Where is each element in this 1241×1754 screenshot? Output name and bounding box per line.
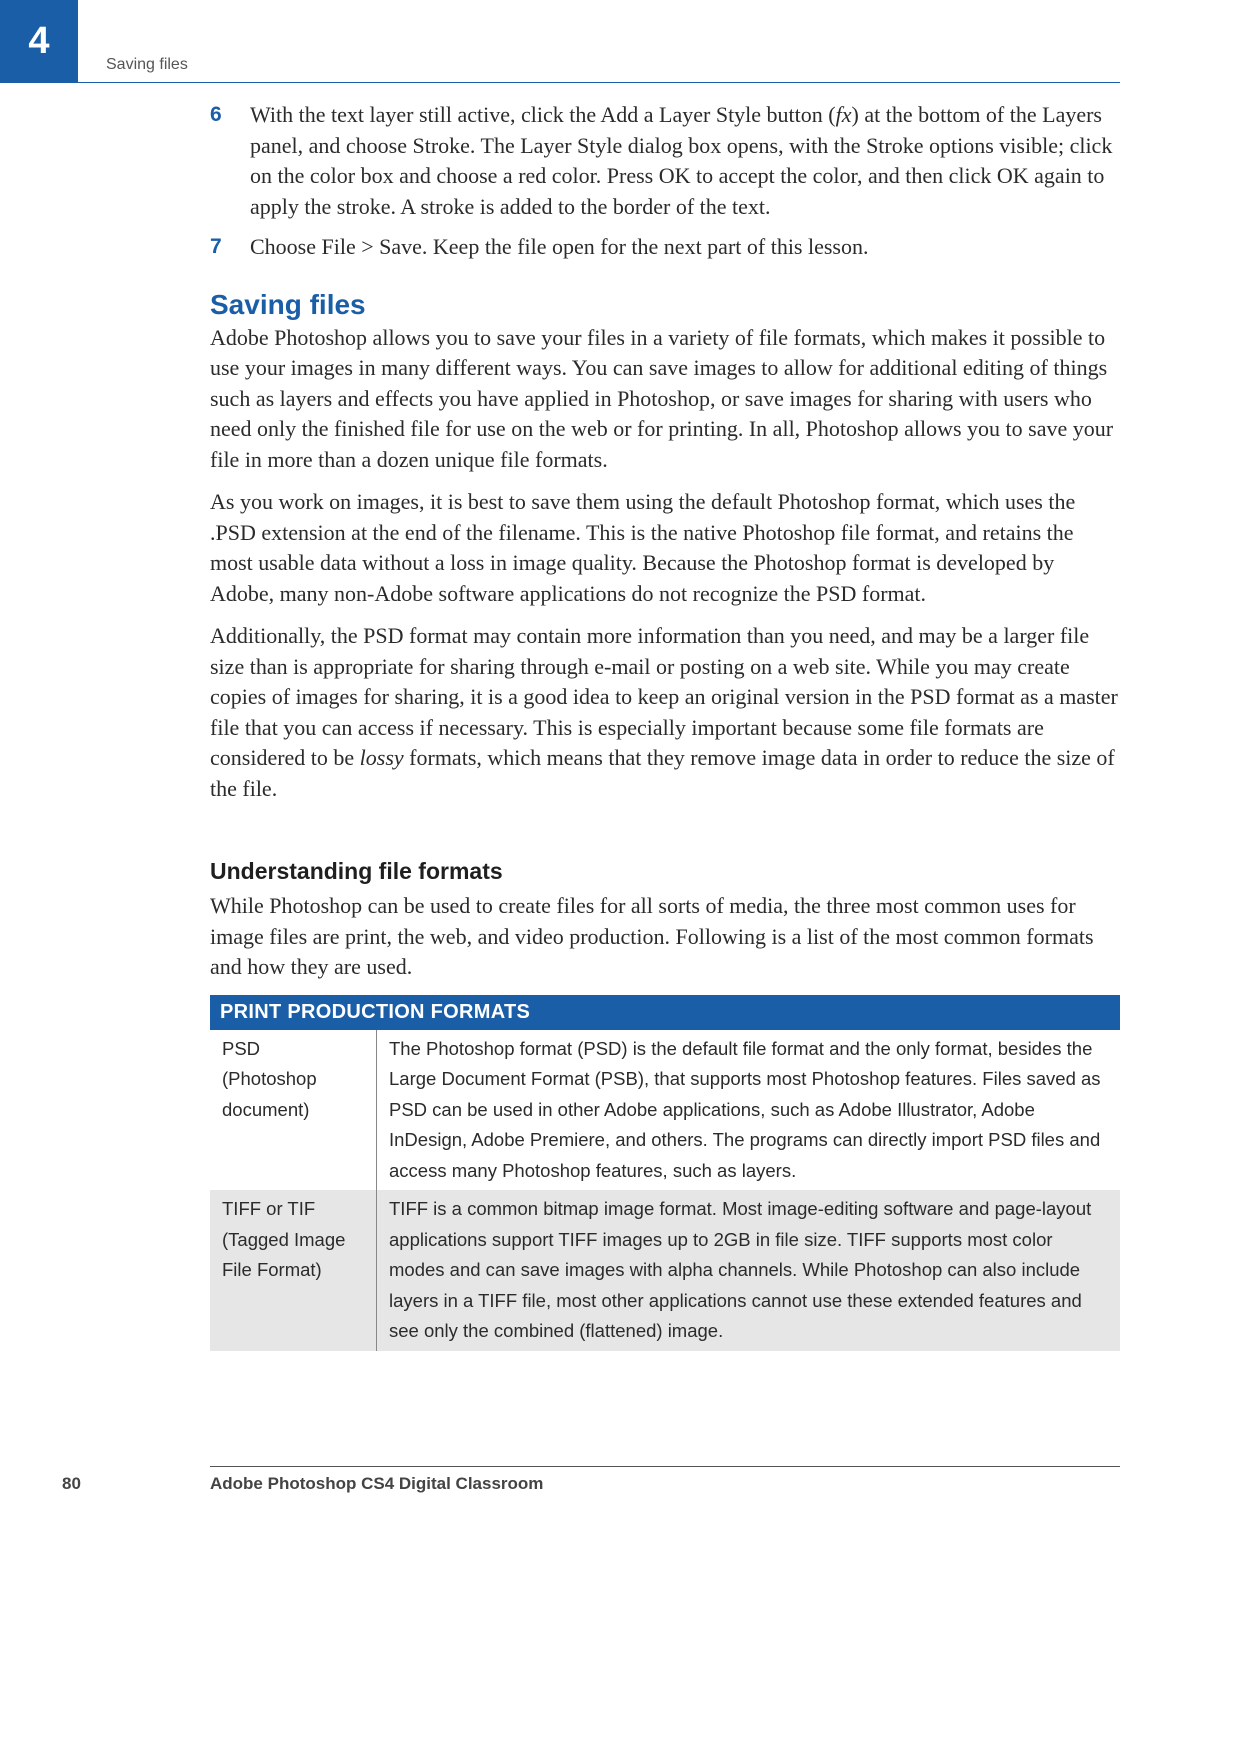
running-header-title: Saving files xyxy=(106,56,188,73)
table-heading: PRINT PRODUCTION FORMATS xyxy=(210,995,1120,1030)
format-description-cell: TIFF is a common bitmap image format. Most image-editing software and page-layout applications support TIFF images up to 2GB in file size. TIFF supports most color modes and can save images with alpha channels. While Photoshop can also include layers in a TIFF file, most other applications cannot use these extended features and see only the combined (flattened) image. xyxy=(377,1190,1121,1351)
chapter-number-tab: 4 xyxy=(0,0,78,83)
step-6 xyxy=(210,100,1120,222)
page-number: 80 xyxy=(62,1474,81,1493)
step-text: Choose File > Save. Keep the file open for the next part of this lesson. xyxy=(250,234,869,259)
table-row xyxy=(210,1030,1120,1191)
body-paragraph: While Photoshop can be used to create files for all sorts of media, the three most common uses for image files are print, the web, and video production. Following is a list of the most common formats and how they are used. xyxy=(210,893,1094,979)
footer-book-title: Adobe Photoshop CS4 Digital Classroom xyxy=(210,1474,544,1493)
body-paragraph: As you work on images, it is best to save them using the default Photoshop format, which uses the .PSD extension at the end of the filename. This is the native Photoshop file format, and retains the most usable data without a loss in image quality. Because the Photoshop format is developed by Adobe, many non-Adobe software applications do not recognize the PSD format. xyxy=(210,489,1076,606)
footer-rule xyxy=(210,1466,1120,1467)
body-paragraph: Additionally, the PSD format may contain more information than you need, and may be a larger file size than is appropriate for sharing through e-mail or posting on a web site. While you may create copies of images for sharing, it is a good idea to keep an original version in the PSD format as a master file that you can access if necessary. This is especially important because some file formats are considered to be lossy formats, which means that they remove image data in order to reduce the size of the file. xyxy=(210,623,1118,801)
italic-term: lossy xyxy=(359,745,404,770)
step-text: ) at the bottom of the Layers panel, and choose Stroke. The Layer Style dialog box opens, with the Stroke options visible; click on the color box and choose a red color. Press OK to accept the color, and then click OK again to apply the stroke. A stroke is added to the border of the text. xyxy=(250,102,1113,219)
step-number: 6 xyxy=(210,103,222,126)
subsection-heading: Understanding file formats xyxy=(210,858,503,884)
step-number: 7 xyxy=(210,235,222,258)
body-paragraph: Adobe Photoshop allows you to save your files in a variety of file formats, which makes it possible to use your images in many different ways. You can save images to allow for additional editing of things such as layers and effects you have applied in Photoshop, or save images for sharing with users who need only the finished file for use on the web or for printing. In all, Photoshop allows you to save your file in more than a dozen unique file formats. xyxy=(210,324,1114,472)
step-text: With the text layer still active, click the Add a Layer Style button ( xyxy=(250,102,836,127)
format-name-cell: TIFF or TIF (Tagged Image File Format) xyxy=(210,1190,377,1351)
table-header-row xyxy=(210,995,1120,1030)
table-row xyxy=(210,1190,1120,1351)
step-7 xyxy=(210,232,1120,263)
format-name-cell: PSD (Photoshop document) xyxy=(210,1030,377,1191)
fx-symbol: fx xyxy=(835,102,852,127)
section-heading: Saving files xyxy=(210,288,366,320)
page-content xyxy=(210,100,1120,1351)
header-rule xyxy=(78,82,1120,83)
print-formats-table xyxy=(210,995,1120,1351)
format-description-cell: The Photoshop format (PSD) is the default file format and the only format, besides the Large Document Format (PSB), that supports most Photoshop features. Files saved as PSD can be used in other Adobe applications, such as Adobe Illustrator, Adobe InDesign, Adobe Premiere, and others. The programs can directly import PSD files and access many Photoshop features, such as layers. xyxy=(389,1037,1101,1181)
